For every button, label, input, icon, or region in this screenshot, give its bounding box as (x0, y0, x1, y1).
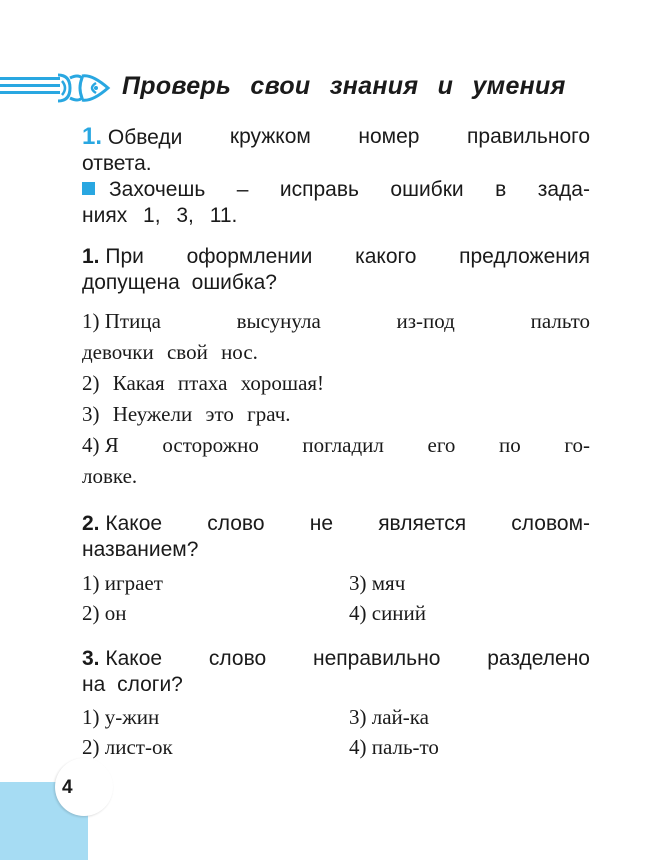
question-number: 1. (82, 245, 100, 268)
question-3-options (82, 702, 590, 762)
bullet-line: Захочешь – исправь ошибки в зада- (82, 177, 590, 203)
section-header (0, 66, 650, 110)
pencil-icon (0, 72, 112, 104)
option-2[interactable]: 2) лист-ок (82, 735, 173, 759)
option-1[interactable]: 1) Птица высунула из-под пальто (82, 309, 590, 333)
option-4[interactable]: 4) Я осторожно погладил его по го- (82, 433, 590, 457)
option-1[interactable]: 1) играет (82, 571, 163, 595)
option-3[interactable]: 3) лай-ка (349, 705, 429, 729)
option-1[interactable]: 1) у-жин (82, 705, 160, 729)
page-number: 4 (62, 777, 73, 798)
instructions: 1. Обведи кружком номер правильного ответа. Захочешь – исправь ошибки в зада- ниях 1, 3, 11. (82, 123, 590, 227)
question-number: 2. (82, 512, 100, 535)
instruction-line: 1. Обведи кружком номер правильного (82, 123, 590, 150)
blue-square-bullet-icon (82, 182, 95, 195)
question-3: 3. Какое слово неправильно разделено на слоги? (82, 647, 590, 696)
question-1-options: 1) Птица высунула из-под пальто девочки свой нос. 2) Какая птаха хорошая! 3) Неужели это грач. 4) Я осторожно погладил его по го- ловке. (82, 306, 590, 492)
question-1: 1. При оформлении какого предложения допущена ошибка? (82, 245, 590, 294)
question-2-options (82, 568, 590, 628)
option-3[interactable]: 3) мяч (349, 571, 406, 595)
option-4[interactable]: 4) паль-то (349, 735, 439, 759)
option-2[interactable]: 2) Какая птаха хорошая! (82, 371, 325, 395)
option-2[interactable]: 2) он (82, 601, 127, 625)
option-4[interactable]: 4) синий (349, 601, 427, 625)
task-number: 1. (82, 123, 103, 150)
question-2: 2. Какое слово не является словом- названием? (82, 512, 590, 561)
option-3[interactable]: 3) Неужели это грач. (82, 402, 291, 426)
page-title: Проверь свои знания и умения (122, 72, 566, 100)
question-number: 3. (82, 647, 100, 670)
